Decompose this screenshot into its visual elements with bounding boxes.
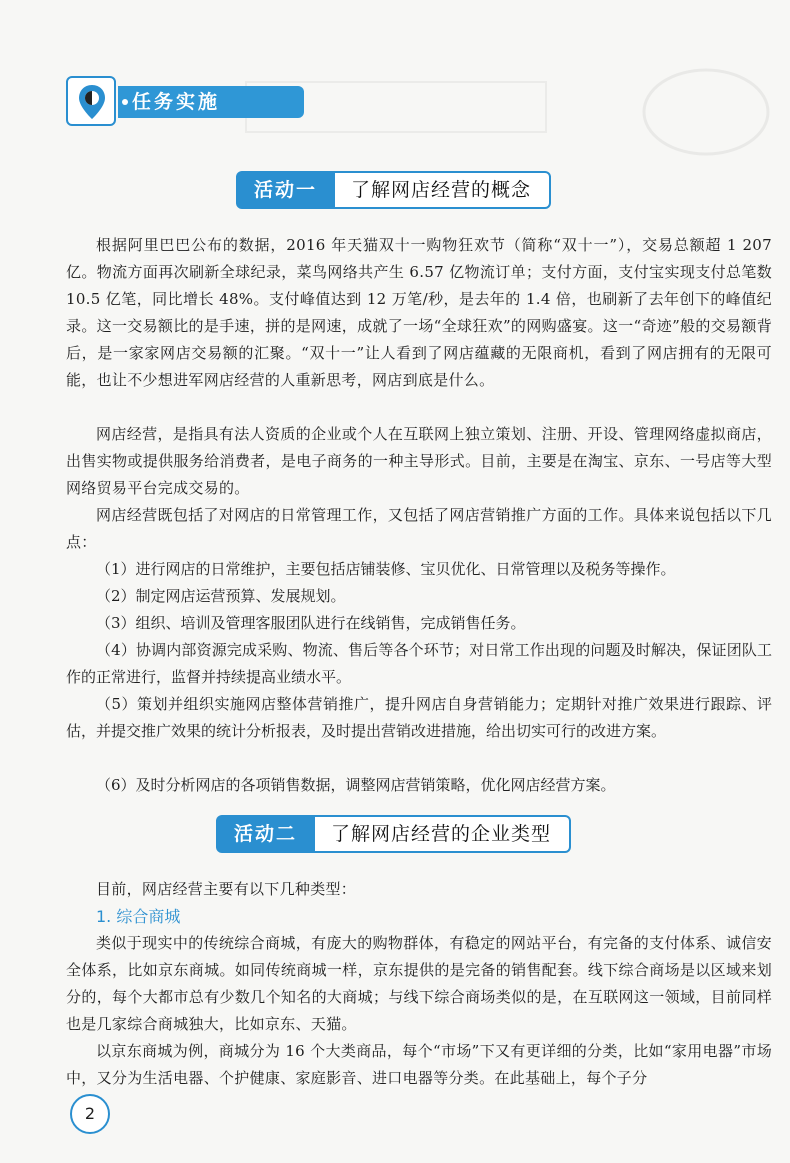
paragraph-definition: 网店经营，是指具有法人资质的企业或个人在互联网上独立策划、注册、开设、管理网络虚拟商店，出售实物或提供服务给消费者，是电子商务的一种主导形式。目前，主要是在淘宝、京东、一号店等大型网络贸易平台完成交易的。 xyxy=(66,425,772,497)
page-number: 2 xyxy=(70,1094,110,1134)
location-pin-icon xyxy=(77,84,107,120)
pin-box xyxy=(66,76,116,126)
list-item: （5）策划并组织实施网店整体营销推广，提升网店自身营销能力；定期针对推广效果进行跟踪、评估，并提交推广效果的统计分析报表，及时提出营销改进措施，给出切实可行的改进方案。 xyxy=(66,695,772,740)
task-title: 任务实施 xyxy=(118,86,304,118)
list-item: （1）进行网店的日常维护，主要包括店铺装修、宝贝优化、日常管理以及税务等操作。 xyxy=(96,560,676,578)
paragraph-scope: 网店经营既包括了对网店的日常管理工作，又包括了网店营销推广方面的工作。具体来说包括以下几点： xyxy=(66,506,772,551)
activity-two-title: 了解网店经营的企业类型 xyxy=(315,815,571,853)
paragraph-types-intro: 目前，网店经营主要有以下几种类型： xyxy=(96,880,357,898)
paragraph-jd-example: 以京东商城为例，商城分为 16 个大类商品，每个“市场”下又有更详细的分类，比如“家用电器”市场中，又分为生活电器、个护健康、家庭影音、进口电器等分类。在此基础上，每个子分 xyxy=(66,1042,772,1087)
activity-one-label: 活动一 xyxy=(236,171,335,209)
paragraph-double-eleven: 根据阿里巴巴公布的数据，2016 年天猫双十一购物狂欢节（简称“双十一”），交易总额超 1 207 亿。物流方面再次刷新全球纪录，菜鸟网络共产生 6.57 亿物流订单；支付方面，支付宝实现支付总笔数 10.5 亿笔，同比增长 48%。支付峰值达到 12 万笔/秒，是去年的 1.4 倍，也刷新了去年创下的峰值纪录。这一交易额比的是手速，拼的是网速，成就了一场“全球狂欢”的网购盛宴。这一“奇迹”般的交易额背后，是一家家网店交易额的汇聚。“双十一”让人看到了网店蕴藏的无限商机，看到了网店拥有的无限可能，也让不少想进军网店经营的人重新思考，网店到底是什么。 xyxy=(66,236,772,389)
subheading-comprehensive-mall: 1. 综合商城 xyxy=(96,907,181,926)
list-item: （4）协调内部资源完成采购、物流、售后等各个环节；对日常工作出现的问题及时解决，保证团队工作的正常进行，监督并持续提高业绩水平。 xyxy=(66,641,772,686)
activity-one-heading xyxy=(236,171,551,209)
paragraph-comprehensive-mall: 类似于现实中的传统综合商城，有庞大的购物群体，有稳定的网站平台，有完备的支付体系、诚信安全体系，比如京东商城。如同传统商城一样，京东提供的是完备的销售配套。线下综合商场是以区域来划分的，每个大都市总有少数几个知名的大商城；与线下综合商场类似的是，在互联网这一领域，目前同样也是几家综合商城独大，比如京东、天猫。 xyxy=(66,934,772,1033)
list-item: （6）及时分析网店的各项销售数据，调整网店营销策略，优化网店经营方案。 xyxy=(96,776,616,794)
activity-two-heading xyxy=(216,815,571,853)
list-item: （3）组织、培训及管理客服团队进行在线销售，完成销售任务。 xyxy=(96,614,526,632)
activity-two-label: 活动二 xyxy=(216,815,315,853)
decorative-watermark xyxy=(236,62,776,162)
activity-one-title: 了解网店经营的概念 xyxy=(335,171,551,209)
list-item: （2）制定网店运营预算、发展规划。 xyxy=(96,587,346,605)
